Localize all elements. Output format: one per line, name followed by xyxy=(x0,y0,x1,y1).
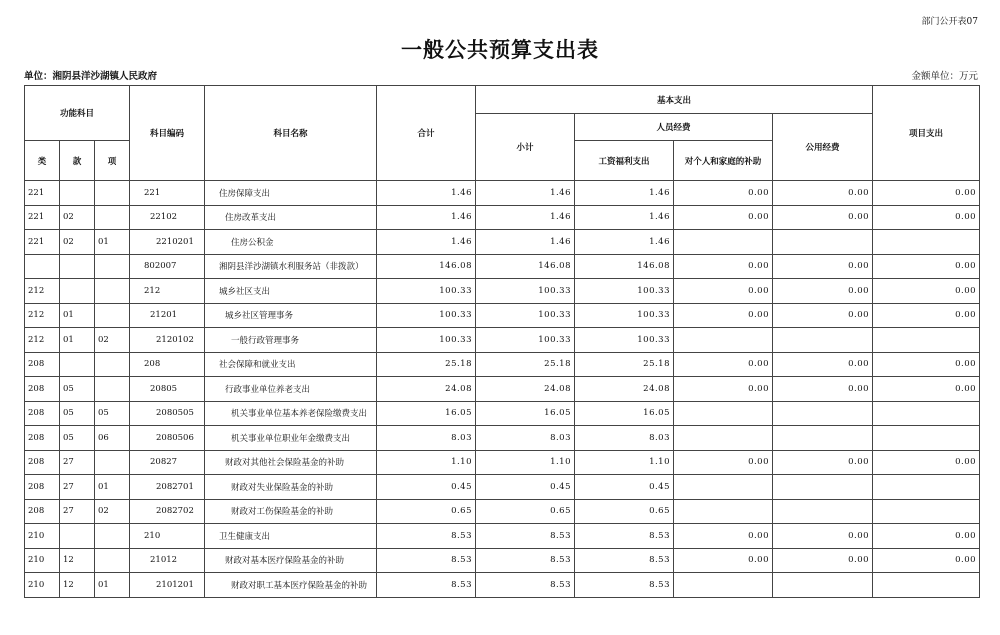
cell-subtotal: 100.33 xyxy=(476,303,575,328)
cell-xiang xyxy=(95,205,130,230)
cell-wages-welfare: 100.33 xyxy=(575,303,674,328)
cell-subject-name: 湘阴县洋沙湖镇水利服务站（非拨款） xyxy=(205,254,377,279)
cell-subject-code: 20827 xyxy=(130,450,205,475)
cell-lei: 221 xyxy=(25,205,60,230)
cell-project-expenditure xyxy=(873,230,980,255)
cell-wages-welfare: 24.08 xyxy=(575,377,674,402)
table-row xyxy=(25,573,980,598)
cell-subject-name: 财政对职工基本医疗保险基金的补助 xyxy=(205,573,377,598)
cell-xiang xyxy=(95,303,130,328)
cell-xiang xyxy=(95,548,130,573)
header-total: 合计 xyxy=(377,86,476,181)
cell-project-expenditure xyxy=(873,499,980,524)
cell-subsidy-individuals: 0.00 xyxy=(674,352,773,377)
cell-subtotal: 1.46 xyxy=(476,181,575,206)
cell-xiang xyxy=(95,254,130,279)
cell-project-expenditure xyxy=(873,426,980,451)
cell-project-expenditure: 0.00 xyxy=(873,303,980,328)
cell-kuan xyxy=(60,181,95,206)
cell-project-expenditure xyxy=(873,328,980,353)
cell-public-expenses: 0.00 xyxy=(773,279,873,304)
cell-total: 1.46 xyxy=(377,230,476,255)
cell-subtotal: 8.53 xyxy=(476,573,575,598)
cell-subsidy-individuals: 0.00 xyxy=(674,548,773,573)
table-number-label: 部门公开表07 xyxy=(921,17,978,27)
cell-wages-welfare: 8.53 xyxy=(575,524,674,549)
header-subtotal: 小计 xyxy=(476,114,575,181)
cell-subject-name: 卫生健康支出 xyxy=(205,524,377,549)
cell-lei: 212 xyxy=(25,303,60,328)
cell-subject-code: 2120102 xyxy=(130,328,205,353)
cell-wages-welfare: 1.10 xyxy=(575,450,674,475)
header-subject-code: 科目编码 xyxy=(130,86,205,181)
cell-lei: 208 xyxy=(25,426,60,451)
cell-subject-name: 财政对基本医疗保险基金的补助 xyxy=(205,548,377,573)
header-basic-expenditure: 基本支出 xyxy=(476,86,873,114)
cell-kuan: 27 xyxy=(60,499,95,524)
table-row xyxy=(25,303,980,328)
cell-subject-name: 一般行政管理事务 xyxy=(205,328,377,353)
cell-public-expenses: 0.00 xyxy=(773,205,873,230)
cell-subsidy-individuals xyxy=(674,573,773,598)
cell-subsidy-individuals: 0.00 xyxy=(674,205,773,230)
cell-lei: 208 xyxy=(25,450,60,475)
cell-wages-welfare: 16.05 xyxy=(575,401,674,426)
cell-subject-code: 2082701 xyxy=(130,475,205,500)
cell-project-expenditure: 0.00 xyxy=(873,524,980,549)
cell-total: 1.10 xyxy=(377,450,476,475)
cell-wages-welfare: 25.18 xyxy=(575,352,674,377)
cell-project-expenditure: 0.00 xyxy=(873,254,980,279)
cell-lei: 210 xyxy=(25,524,60,549)
cell-public-expenses xyxy=(773,328,873,353)
cell-wages-welfare: 1.46 xyxy=(575,230,674,255)
cell-lei xyxy=(25,254,60,279)
header-wages-welfare: 工资福利支出 xyxy=(575,141,674,181)
cell-subtotal: 8.03 xyxy=(476,426,575,451)
table-row xyxy=(25,450,980,475)
cell-subject-code: 802007 xyxy=(130,254,205,279)
cell-public-expenses xyxy=(773,573,873,598)
table-row xyxy=(25,499,980,524)
header-subject-name: 科目名称 xyxy=(205,86,377,181)
cell-total: 0.45 xyxy=(377,475,476,500)
cell-subtotal: 8.53 xyxy=(476,524,575,549)
cell-xiang xyxy=(95,450,130,475)
cell-subsidy-individuals: 0.00 xyxy=(674,450,773,475)
cell-total: 8.03 xyxy=(377,426,476,451)
cell-kuan xyxy=(60,279,95,304)
cell-subject-code: 2080506 xyxy=(130,426,205,451)
cell-kuan: 05 xyxy=(60,401,95,426)
table-row xyxy=(25,328,980,353)
cell-total: 0.65 xyxy=(377,499,476,524)
cell-project-expenditure: 0.00 xyxy=(873,450,980,475)
header-lei: 类 xyxy=(25,141,60,181)
cell-total: 100.33 xyxy=(377,279,476,304)
cell-wages-welfare: 8.53 xyxy=(575,573,674,598)
cell-lei: 221 xyxy=(25,230,60,255)
cell-project-expenditure: 0.00 xyxy=(873,181,980,206)
cell-kuan xyxy=(60,524,95,549)
cell-kuan: 27 xyxy=(60,450,95,475)
budget-table xyxy=(24,85,980,598)
cell-kuan: 01 xyxy=(60,303,95,328)
cell-lei: 210 xyxy=(25,548,60,573)
cell-subject-code: 22102 xyxy=(130,205,205,230)
cell-project-expenditure: 0.00 xyxy=(873,205,980,230)
cell-total: 100.33 xyxy=(377,303,476,328)
cell-subsidy-individuals: 0.00 xyxy=(674,181,773,206)
table-row xyxy=(25,205,980,230)
table-row xyxy=(25,254,980,279)
cell-subject-name: 财政对失业保险基金的补助 xyxy=(205,475,377,500)
cell-project-expenditure xyxy=(873,401,980,426)
cell-total: 1.46 xyxy=(377,181,476,206)
cell-lei: 210 xyxy=(25,573,60,598)
cell-project-expenditure: 0.00 xyxy=(873,279,980,304)
table-row xyxy=(25,181,980,206)
cell-subject-code: 21201 xyxy=(130,303,205,328)
cell-subsidy-individuals xyxy=(674,499,773,524)
cell-subject-name: 财政对工伤保险基金的补助 xyxy=(205,499,377,524)
header-xiang: 项 xyxy=(95,141,130,181)
cell-total: 1.46 xyxy=(377,205,476,230)
cell-wages-welfare: 0.45 xyxy=(575,475,674,500)
cell-public-expenses: 0.00 xyxy=(773,352,873,377)
cell-public-expenses xyxy=(773,401,873,426)
cell-xiang: 01 xyxy=(95,230,130,255)
cell-xiang xyxy=(95,181,130,206)
cell-total: 8.53 xyxy=(377,573,476,598)
table-row xyxy=(25,524,980,549)
cell-lei: 208 xyxy=(25,499,60,524)
cell-lei: 221 xyxy=(25,181,60,206)
cell-total: 8.53 xyxy=(377,548,476,573)
cell-subtotal: 24.08 xyxy=(476,377,575,402)
cell-wages-welfare: 1.46 xyxy=(575,205,674,230)
cell-subsidy-individuals xyxy=(674,426,773,451)
cell-subject-name: 行政事业单位养老支出 xyxy=(205,377,377,402)
cell-subtotal: 8.53 xyxy=(476,548,575,573)
cell-lei: 212 xyxy=(25,279,60,304)
cell-kuan: 02 xyxy=(60,230,95,255)
cell-subject-code: 2101201 xyxy=(130,573,205,598)
cell-xiang: 02 xyxy=(95,499,130,524)
cell-subsidy-individuals: 0.00 xyxy=(674,524,773,549)
cell-subtotal: 100.33 xyxy=(476,279,575,304)
cell-subject-code: 20805 xyxy=(130,377,205,402)
unit-label: 单位：湘阴县洋沙湖镇人民政府 xyxy=(24,71,158,82)
cell-total: 146.08 xyxy=(377,254,476,279)
cell-subsidy-individuals: 0.00 xyxy=(674,303,773,328)
cell-subsidy-individuals xyxy=(674,230,773,255)
header-kuan: 款 xyxy=(60,141,95,181)
cell-kuan: 27 xyxy=(60,475,95,500)
cell-subject-name: 城乡社区管理事务 xyxy=(205,303,377,328)
table-body xyxy=(25,181,980,598)
cell-total: 16.05 xyxy=(377,401,476,426)
cell-subject-name: 机关事业单位职业年金缴费支出 xyxy=(205,426,377,451)
table-row xyxy=(25,352,980,377)
cell-subject-code: 21012 xyxy=(130,548,205,573)
cell-subsidy-individuals xyxy=(674,328,773,353)
cell-subtotal: 0.65 xyxy=(476,499,575,524)
cell-xiang xyxy=(95,352,130,377)
cell-total: 25.18 xyxy=(377,352,476,377)
cell-lei: 208 xyxy=(25,401,60,426)
cell-subject-code: 2210201 xyxy=(130,230,205,255)
cell-xiang: 05 xyxy=(95,401,130,426)
cell-wages-welfare: 0.65 xyxy=(575,499,674,524)
header-personnel-expenses: 人员经费 xyxy=(575,114,773,141)
header-public-expenses: 公用经费 xyxy=(773,114,873,181)
cell-subject-code: 2080505 xyxy=(130,401,205,426)
cell-project-expenditure xyxy=(873,475,980,500)
cell-subject-name: 城乡社区支出 xyxy=(205,279,377,304)
cell-total: 8.53 xyxy=(377,524,476,549)
cell-subject-name: 住房公积金 xyxy=(205,230,377,255)
cell-public-expenses: 0.00 xyxy=(773,181,873,206)
cell-subtotal: 0.45 xyxy=(476,475,575,500)
header-subsidy-individuals: 对个人和家庭的补助 xyxy=(674,141,773,181)
cell-wages-welfare: 8.53 xyxy=(575,548,674,573)
cell-subject-code: 208 xyxy=(130,352,205,377)
cell-public-expenses: 0.00 xyxy=(773,377,873,402)
header-functional-subject: 功能科目 xyxy=(25,86,130,141)
table-row xyxy=(25,475,980,500)
cell-public-expenses xyxy=(773,499,873,524)
cell-wages-welfare: 100.33 xyxy=(575,279,674,304)
cell-total: 100.33 xyxy=(377,328,476,353)
cell-subject-name: 机关事业单位基本养老保险缴费支出 xyxy=(205,401,377,426)
cell-xiang xyxy=(95,524,130,549)
cell-lei: 208 xyxy=(25,352,60,377)
cell-project-expenditure xyxy=(873,573,980,598)
cell-kuan: 12 xyxy=(60,548,95,573)
cell-subtotal: 1.46 xyxy=(476,230,575,255)
header-project-expenditure: 项目支出 xyxy=(873,86,980,181)
cell-public-expenses: 0.00 xyxy=(773,548,873,573)
cell-public-expenses: 0.00 xyxy=(773,524,873,549)
cell-total: 24.08 xyxy=(377,377,476,402)
table-header xyxy=(25,86,980,181)
cell-subtotal: 146.08 xyxy=(476,254,575,279)
cell-xiang: 06 xyxy=(95,426,130,451)
cell-xiang: 02 xyxy=(95,328,130,353)
cell-xiang xyxy=(95,377,130,402)
cell-subsidy-individuals xyxy=(674,401,773,426)
cell-subsidy-individuals: 0.00 xyxy=(674,254,773,279)
cell-wages-welfare: 146.08 xyxy=(575,254,674,279)
cell-project-expenditure: 0.00 xyxy=(873,377,980,402)
table-row xyxy=(25,230,980,255)
amount-unit-label: 金额单位：万元 xyxy=(911,71,978,82)
page-title: 一般公共预算支出表 xyxy=(401,38,599,62)
cell-kuan xyxy=(60,254,95,279)
cell-public-expenses: 0.00 xyxy=(773,303,873,328)
cell-subject-code: 212 xyxy=(130,279,205,304)
cell-public-expenses xyxy=(773,230,873,255)
cell-xiang xyxy=(95,279,130,304)
table-row xyxy=(25,426,980,451)
cell-lei: 208 xyxy=(25,377,60,402)
cell-public-expenses xyxy=(773,426,873,451)
cell-wages-welfare: 8.03 xyxy=(575,426,674,451)
cell-subject-name: 财政对其他社会保险基金的补助 xyxy=(205,450,377,475)
cell-subject-name: 住房改革支出 xyxy=(205,205,377,230)
cell-kuan xyxy=(60,352,95,377)
cell-kuan: 05 xyxy=(60,377,95,402)
cell-subsidy-individuals xyxy=(674,475,773,500)
cell-subject-code: 210 xyxy=(130,524,205,549)
cell-subject-name: 社会保障和就业支出 xyxy=(205,352,377,377)
cell-subject-code: 2082702 xyxy=(130,499,205,524)
cell-public-expenses: 0.00 xyxy=(773,450,873,475)
cell-subsidy-individuals: 0.00 xyxy=(674,279,773,304)
cell-wages-welfare: 1.46 xyxy=(575,181,674,206)
cell-public-expenses: 0.00 xyxy=(773,254,873,279)
cell-kuan: 02 xyxy=(60,205,95,230)
cell-subtotal: 1.46 xyxy=(476,205,575,230)
cell-project-expenditure: 0.00 xyxy=(873,352,980,377)
cell-kuan: 05 xyxy=(60,426,95,451)
cell-xiang: 01 xyxy=(95,573,130,598)
cell-lei: 208 xyxy=(25,475,60,500)
cell-xiang: 01 xyxy=(95,475,130,500)
cell-public-expenses xyxy=(773,475,873,500)
cell-project-expenditure: 0.00 xyxy=(873,548,980,573)
cell-subsidy-individuals: 0.00 xyxy=(674,377,773,402)
cell-subtotal: 16.05 xyxy=(476,401,575,426)
cell-lei: 212 xyxy=(25,328,60,353)
cell-kuan: 01 xyxy=(60,328,95,353)
cell-subtotal: 100.33 xyxy=(476,328,575,353)
cell-wages-welfare: 100.33 xyxy=(575,328,674,353)
table-row xyxy=(25,279,980,304)
cell-subtotal: 1.10 xyxy=(476,450,575,475)
table-row xyxy=(25,401,980,426)
cell-subtotal: 25.18 xyxy=(476,352,575,377)
table-row xyxy=(25,377,980,402)
table-row xyxy=(25,548,980,573)
cell-kuan: 12 xyxy=(60,573,95,598)
cell-subject-name: 住房保障支出 xyxy=(205,181,377,206)
cell-subject-code: 221 xyxy=(130,181,205,206)
